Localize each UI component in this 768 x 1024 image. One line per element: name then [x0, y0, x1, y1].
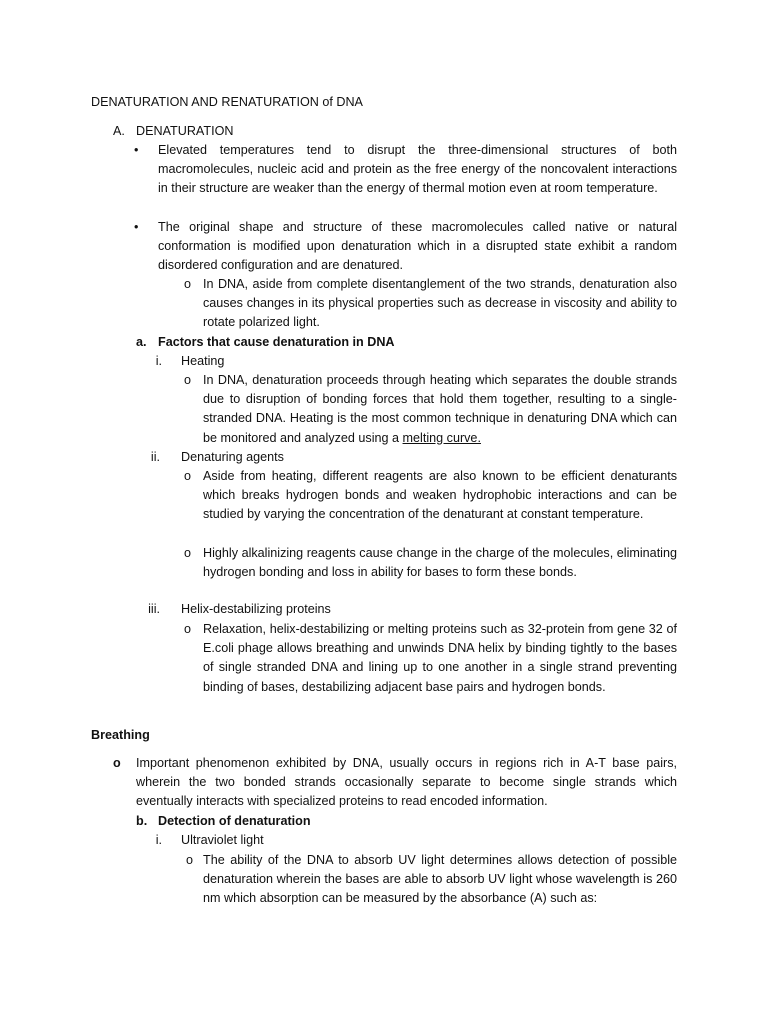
helix-heading: Helix-destabilizing proteins: [181, 602, 331, 616]
agents-heading: Denaturing agents: [181, 450, 284, 464]
agents-marker-2: o: [184, 546, 192, 560]
breathing-heading: Breathing: [91, 728, 150, 742]
melting-curve-link[interactable]: melting curve.: [402, 430, 481, 445]
helix-marker: o: [184, 622, 192, 636]
helix-text: Relaxation, helix-destabilizing or melting proteins such as 32-protein from gene 32 of E.coli phage allows breathing and unwinds DNA helix by binding tightly to the bases of single stranded DNA and lining up to one another in a single strand preventing binding of bases, destabilizing adjacent base pairs and hydrogen bonds.: [203, 622, 677, 694]
uv-heading: Ultraviolet light: [181, 833, 264, 847]
sub-bullet-1-marker: o: [184, 277, 192, 291]
agents-text-1: Aside from heating, different reagents are also known to be efficient denaturants which breaks hydrogen bonds and weaken hydrophobic interactions and can be studied by varying the concentration of the denaturant at constant temperature.: [203, 469, 677, 522]
bullet-1-marker: •: [134, 143, 139, 157]
factors-heading: Factors that cause denaturation in DNA: [158, 335, 395, 349]
detection-label: b.: [136, 814, 148, 828]
uv-number: i.: [155, 833, 162, 847]
heating-body: In DNA, denaturation proceeds through heating which separates the double strands due to disruption of bonding forces that hold them together, resulting to a single-stranded DNA. Heating is the most common technique in denaturing DNA which can be monitored and analyzed using a: [203, 373, 677, 445]
bullet-2-marker: •: [134, 220, 139, 234]
section-a-heading: DENATURATION: [136, 124, 234, 138]
agents-text-2: Highly alkalinizing reagents cause change in the charge of the molecules, eliminating hydrogen bonding and loss in ability for bases to form these bonds.: [203, 546, 677, 580]
section-a-label: A.: [113, 124, 125, 138]
heating-text: [203, 371, 677, 448]
agents-number: ii.: [150, 450, 160, 464]
heating-number: i.: [155, 354, 162, 368]
sub-bullet-1-text: In DNA, aside from complete disentanglement of the two strands, denaturation also causes changes in its physical properties such as decrease in viscosity and ability to rotate polarized light.: [203, 277, 677, 330]
heating-heading: Heating: [181, 354, 225, 368]
bullet-2-text: The original shape and structure of these macromolecules called native or natural conformation is modified upon denaturation which in a disrupted state exhibit a random disordered configuration and are denatured.: [158, 220, 677, 273]
detection-heading: Detection of denaturation: [158, 814, 311, 828]
heating-marker: o: [184, 373, 192, 387]
bullet-1-text: Elevated temperatures tend to disrupt the three-dimensional structures of both macromolecules, nucleic acid and protein as the free energy of the noncovalent interactions in their structure are weaker than the energy of thermal motion even at room temperature.: [158, 143, 677, 196]
breathing-marker: o: [113, 756, 121, 770]
breathing-text: Important phenomenon exhibited by DNA, usually occurs in regions rich in A-T base pairs, wherein the two bonded strands occasionally separate to become single strands which eventually interacts with specialized proteins to read encoded information.: [136, 756, 677, 809]
helix-number: iii.: [148, 602, 160, 616]
factors-label: a.: [136, 335, 147, 349]
uv-text: The ability of the DNA to absorb UV light determines allows detection of possible denaturation wherein the bases are able to absorb UV light whose wavelength is 260 nm which absorption can be measured by the absorbance (A) such as:: [203, 853, 677, 906]
agents-marker-1: o: [184, 469, 192, 483]
page-title: DENATURATION AND RENATURATION of DNA: [91, 95, 363, 109]
uv-marker: o: [186, 853, 194, 867]
